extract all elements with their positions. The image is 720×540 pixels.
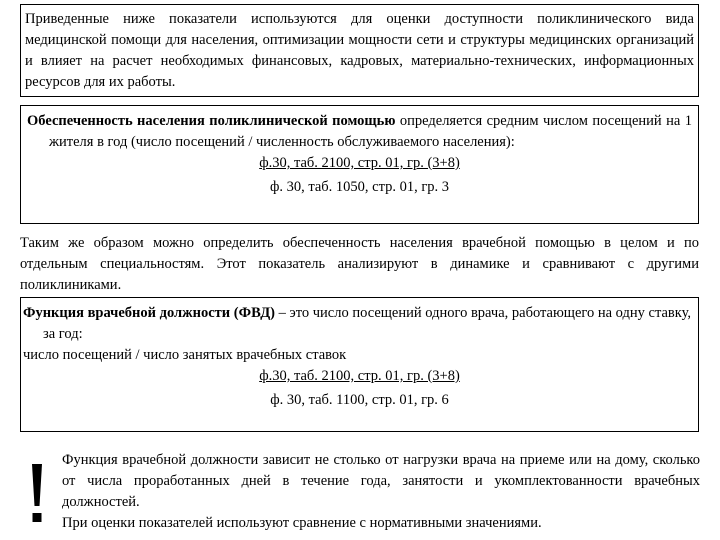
coverage-numerator-text: ф.30, таб. 2100, стр. 01, гр. (3+8) — [259, 155, 460, 171]
doctor-function-formula-text: число посещений / число занятых врачебных ставок — [23, 347, 347, 363]
intro-paragraph-box — [20, 4, 699, 97]
middle-paragraph-box — [20, 233, 699, 296]
coverage-numerator — [27, 153, 692, 174]
note-paragraph-1: Функция врачебной должности зависит не столько от нагрузки врача на приеме или на дому, сколько от числа проработанных дней в течение года, занятости и укомплектованности врачебных должностей. — [62, 452, 700, 510]
note-paragraph-2: При оценки показателей используют сравнение с нормативными значениями. — [62, 515, 542, 531]
coverage-definition — [27, 111, 692, 153]
coverage-definition-text: определяется средним числом посещений на 1 жителя в год (число посещений / численность обслуживаемого населения): — [49, 113, 692, 150]
exclamation-icon — [22, 460, 52, 530]
intro-paragraph: Приведенные ниже показатели используются для оценки доступности поликлинического вида медицинской помощи для населения, оптимизации мощности сети и структуры медицинских организаций и влияет на расчет необходимых финансовых, кадровых, материально-технических, информационных ресурсов для их работы. — [25, 11, 694, 90]
doctor-function-denominator: ф. 30, таб. 1100, стр. 01, гр. 6 — [270, 392, 449, 408]
doctor-function-term: Функция врачебной должности (ФВД) — [23, 305, 275, 321]
note-text — [62, 450, 700, 534]
coverage-denominator: ф. 30, таб. 1050, стр. 01, гр. 3 — [269, 179, 450, 195]
doctor-function-definition-text: – это число посещений одного врача, работающего на одну ставку, за год: — [43, 305, 692, 342]
doctor-function-numerator-text: ф.30, таб. 2100, стр. 01, гр. (3+8) — [259, 368, 460, 384]
doctor-function-box — [20, 297, 699, 432]
note-section — [14, 450, 704, 536]
coverage-term: Обеспеченность населения поликлинической помощью — [27, 113, 396, 129]
middle-paragraph: Таким же образом можно определить обеспеченность населения врачебной помощью в целом и по отдельным специальностям. Этот показатель анализируют в динамике и сравнивают с другими поликлиниками. — [20, 235, 699, 293]
coverage-definition-box — [20, 105, 699, 224]
doctor-function-definition — [23, 303, 696, 345]
doctor-function-numerator — [23, 366, 696, 387]
